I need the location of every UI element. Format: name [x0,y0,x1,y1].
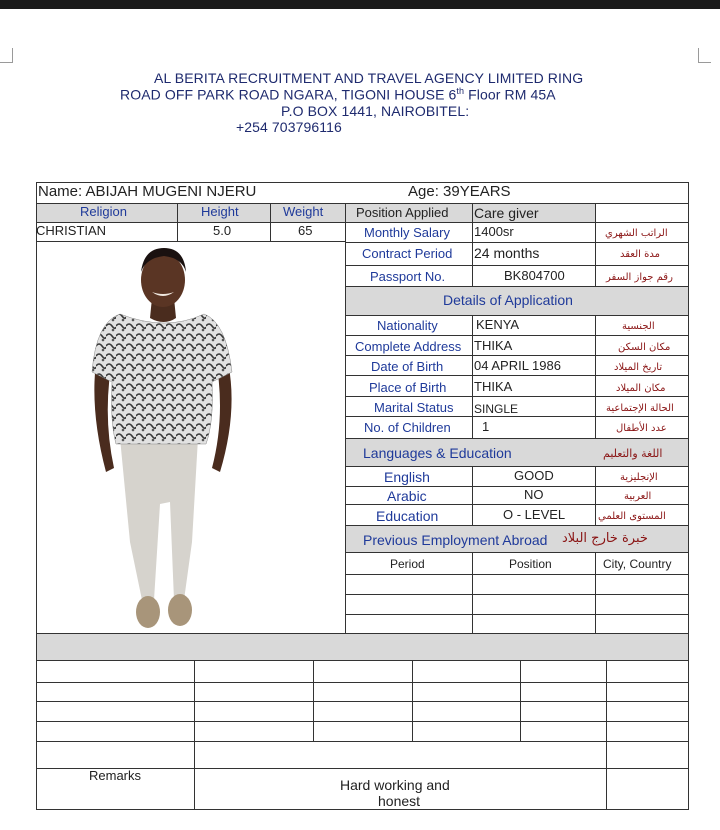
employment-title-arabic: خبرة خارج البلاد [562,531,648,546]
top-dark-bar [0,0,720,9]
religion-header: Religion [80,204,127,219]
passport-value: BK804700 [504,268,565,283]
monthly-salary-arabic: الراتب الشهري [605,228,668,239]
marital-value: SINGLE [474,402,519,416]
page-corner-mark-left [0,48,13,63]
candidate-photo [86,242,248,634]
details-title: Details of Application [443,292,573,308]
education-arabic: المستوى العلمي [598,511,666,522]
agency-header-line1: AL BERITA RECRUITMENT AND TRAVEL AGENCY LIMITED RING [154,70,584,86]
dob-label: Date of Birth [371,359,444,374]
employment-col-position: Position [509,557,552,571]
nationality-value: KENYA [476,317,520,332]
lower-band-shade [37,633,688,660]
contract-period-value: 24 months [474,245,540,261]
english-label: English [384,469,430,485]
passport-label: Passport No. [370,269,446,284]
nationality-arabic: الجنسية [622,321,655,332]
pob-label: Place of Birth [369,380,447,395]
english-value: GOOD [514,468,554,483]
religion-value: CHRISTIAN [36,223,107,238]
dob-arabic: تاريخ الميلاد [614,362,663,373]
weight-value: 65 [298,223,313,238]
agency-header-line3: P.O BOX 1441, NAIROBITEL: [281,103,470,119]
agency-header-line2: ROAD OFF PARK ROAD NGARA, TIGONI HOUSE 6th Floor RM 45A [120,86,556,103]
remarks-text-line1: Hard working and [340,777,450,793]
contract-period-arabic: مدة العقد [620,249,660,260]
candidate-name: Name: ABIJAH MUGENI NJERU [38,183,257,200]
monthly-salary-label: Monthly Salary [364,225,450,240]
position-applied-value: Care giver [474,205,539,221]
monthly-salary-value: 1400sr [474,224,514,239]
remarks-text-line2: honest [378,793,421,809]
education-label: Education [376,508,439,524]
arabic-label: Arabic [387,488,427,504]
education-value: O - LEVEL [503,507,566,522]
candidate-age: Age: 39YEARS [408,183,511,200]
page-corner-mark-right [698,48,711,63]
address-label: Complete Address [355,339,462,354]
languages-title-arabic: اللغة والتعليم [603,447,663,460]
children-value: 1 [482,419,490,434]
height-header: Height [201,204,239,219]
pob-value: THIKA [474,379,513,394]
arabic-arabic: العربية [624,491,652,502]
english-arabic: الإنجليزية [620,472,658,483]
address-arabic: مكان السكن [618,342,671,353]
passport-arabic: رقم جواز السفر [606,272,673,283]
agency-header-line4: +254 703796116 [236,119,342,135]
employment-col-city: City, Country [603,557,672,571]
languages-title: Languages & Education [363,445,512,461]
dob-value: 04 APRIL 1986 [474,358,561,373]
remarks-label: Remarks [89,768,142,783]
address-value: THIKA [474,338,513,353]
children-arabic: عدد الأطفال [616,423,667,434]
marital-arabic: الحالة الإجتماعية [606,403,674,414]
height-value: 5.0 [213,223,232,238]
marital-label: Marital Status [374,400,454,415]
employment-title: Previous Employment Abroad [363,532,548,548]
nationality-label: Nationality [377,318,438,333]
children-label: No. of Children [364,420,451,435]
employment-col-period: Period [390,557,425,571]
pob-arabic: مكان الميلاد [616,383,666,394]
arabic-value: NO [524,487,544,502]
contract-period-label: Contract Period [362,246,453,261]
position-applied-label: Position Applied [356,205,449,220]
weight-header: Weight [283,204,324,219]
